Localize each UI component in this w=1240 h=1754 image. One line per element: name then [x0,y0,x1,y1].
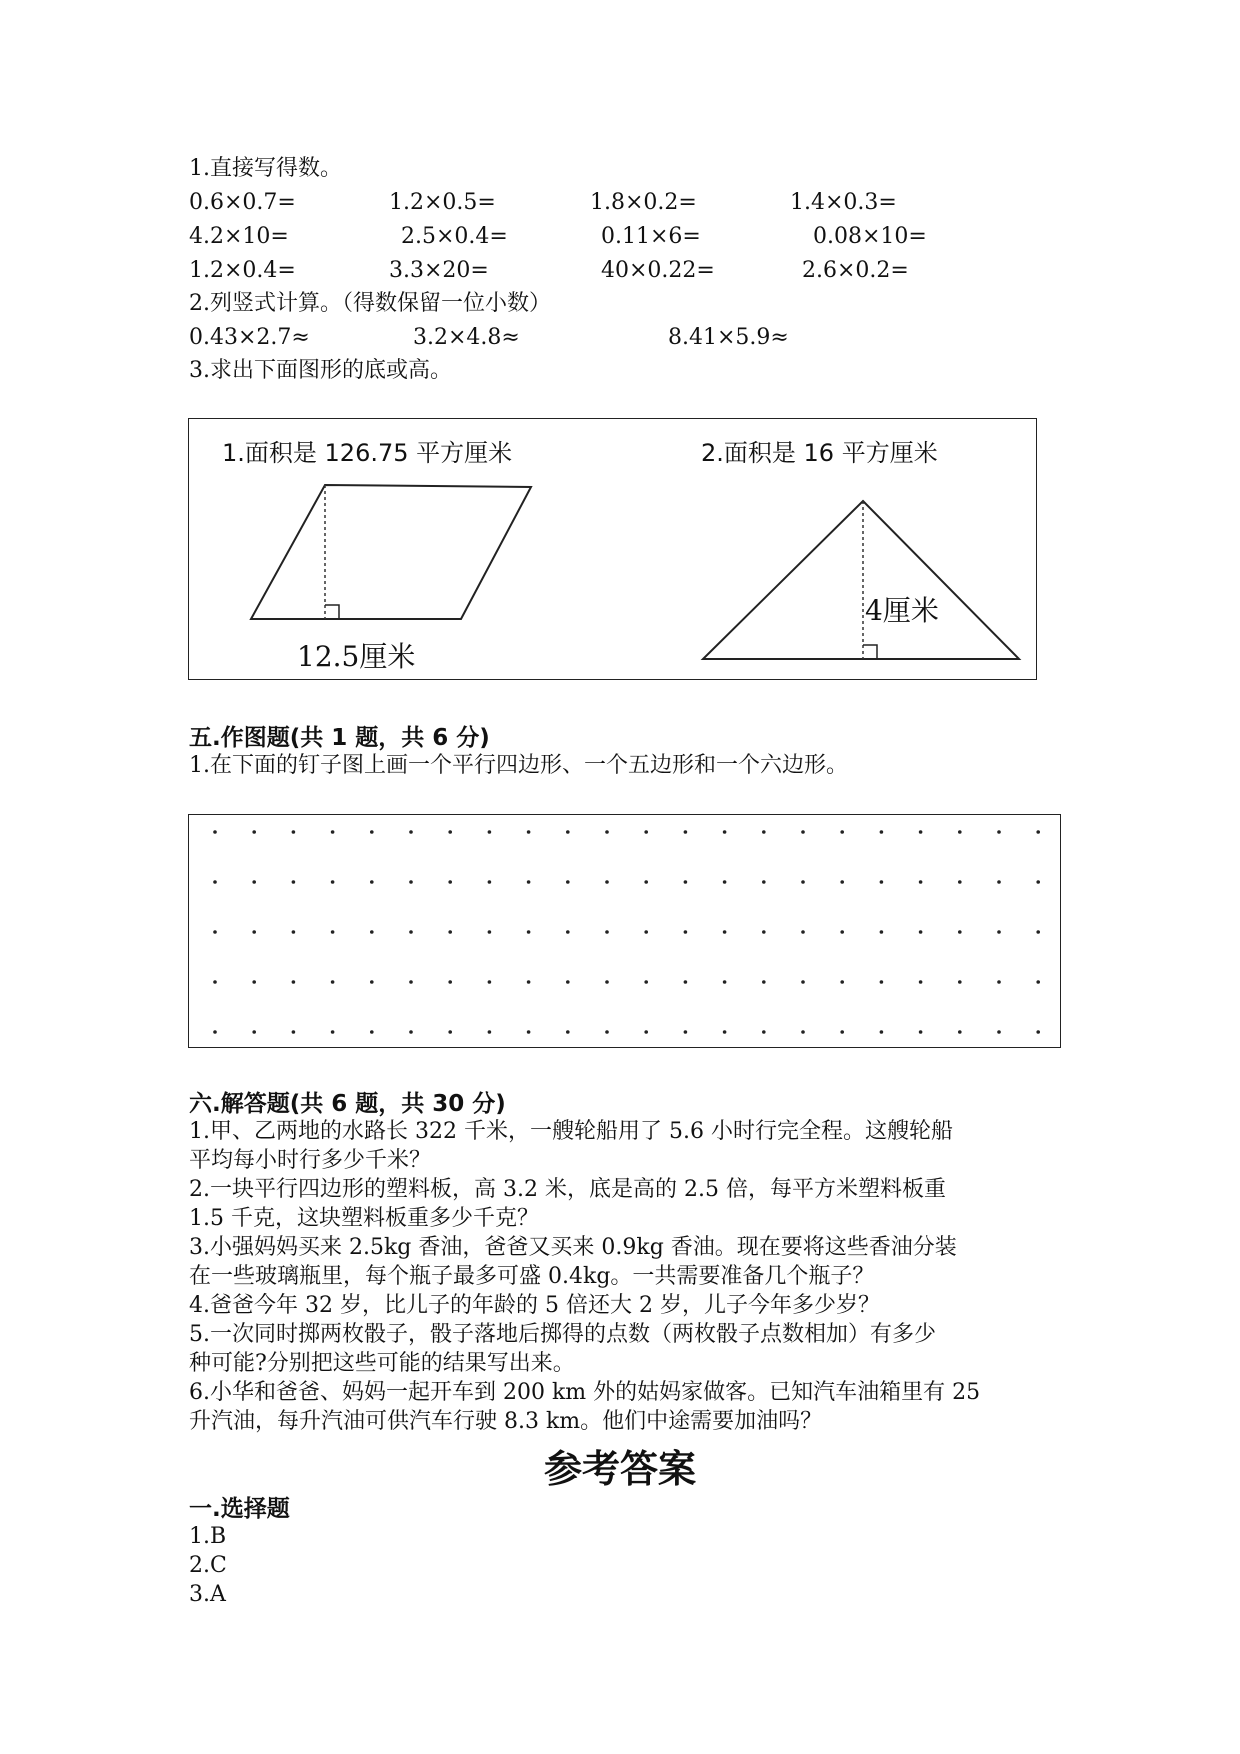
nail-dot [566,930,570,934]
nail-dot [1036,880,1040,884]
nail-dot [997,880,1001,884]
problem-line: 2.一块平行四边形的塑料板，高 3.2 米，底是高的 2.5 倍，每平方米塑料板重 [189,1177,946,1202]
nail-dot [840,880,844,884]
nail-dot [723,830,727,834]
nail-dot [292,980,296,984]
nail-dot [762,980,766,984]
nail-dot [723,880,727,884]
section6-heading: 六.解答题(共 6 题，共 30 分) [189,1091,506,1117]
nail-dot [958,930,962,934]
nail-dot [723,930,727,934]
nail-dot [997,980,1001,984]
q2-item: 0.43×2.7≈ [189,325,310,350]
q1-item: 1.2×0.4= [189,258,296,283]
nail-dot [762,830,766,834]
q2-item: 3.2×4.8≈ [413,325,520,350]
figure1-caption: 1.面积是 126.75 平方厘米 [222,439,513,467]
nail-dot [605,930,609,934]
nail-dot [370,980,374,984]
q2-item: 8.41×5.9≈ [668,325,789,350]
q1-item: 0.11×6= [601,224,701,249]
nail-dot [488,880,492,884]
nail-dot [919,980,923,984]
nail-dot [409,1030,413,1034]
problem-line: 6.小华和爸爸、妈妈一起开车到 200 km 外的姑妈家做客。已知汽车油箱里有 25 [189,1380,981,1405]
nail-dot [213,930,217,934]
nail-dot [1036,830,1040,834]
problem-line: 4.爸爸今年 32 岁，比儿子的年龄的 5 倍还大 2 岁，儿子今年多少岁？ [189,1293,880,1318]
problem-line: 1.甲、乙两地的水路长 322 千米，一艘轮船用了 5.6 小时行完全程。这艘轮船 [189,1119,953,1144]
answer-item: 1.B [189,1524,227,1549]
nail-dot [292,930,296,934]
nail-dot [331,830,335,834]
q1-item: 0.08×10= [813,224,927,249]
nail-dot [919,1030,923,1034]
q1-item: 3.3×20= [389,258,489,283]
nail-dot [409,980,413,984]
nail-dot [488,830,492,834]
nail-dot [370,880,374,884]
q1-item: 1.2×0.5= [389,190,496,215]
answer-item: 3.A [189,1582,226,1607]
problem-line: 平均每小时行多少千米？ [189,1148,432,1173]
nail-dot [762,1030,766,1034]
q2-title: 2.列竖式计算。（得数保留一位小数） [189,291,551,316]
nail-dot [958,880,962,884]
section5-q1: 1.在下面的钉子图上画一个平行四边形、一个五边形和一个六边形。 [189,753,848,778]
nail-dot [644,930,648,934]
nail-dot [801,1030,805,1034]
nail-dot [605,830,609,834]
nail-dot [252,880,256,884]
nail-dot [644,880,648,884]
problem-line: 1.5 千克，这块塑料板重多少千克？ [189,1206,539,1231]
nail-dot [213,1030,217,1034]
nail-dot [880,980,884,984]
nail-dot [448,930,452,934]
nail-dot [723,1030,727,1034]
nail-dot [488,980,492,984]
section5-heading: 五.作图题(共 1 题，共 6 分) [189,725,490,751]
nail-dot [252,830,256,834]
figure-box [188,418,1037,680]
figure2-height-label: 4厘米 [865,594,939,627]
q1-item: 40×0.22= [601,258,715,283]
nail-dot [801,880,805,884]
nail-dot [997,930,1001,934]
nail-dot [527,880,531,884]
nail-dot [448,1030,452,1034]
q1-item: 1.8×0.2= [590,190,697,215]
nail-dot [684,880,688,884]
nail-dot [566,1030,570,1034]
nail-dot [1036,980,1040,984]
answer-item: 2.C [189,1553,227,1578]
nail-dot [644,1030,648,1034]
nail-dot [840,1030,844,1034]
nail-dot [644,980,648,984]
nail-dot [801,930,805,934]
nail-dot [448,880,452,884]
nail-dot [997,1030,1001,1034]
nail-dot [958,1030,962,1034]
dot-grid [189,815,1062,1049]
nail-dot [997,830,1001,834]
nail-dot [840,830,844,834]
nail-dot [684,830,688,834]
nail-dot [292,830,296,834]
q1-item: 0.6×0.7= [189,190,296,215]
nail-dot [292,1030,296,1034]
nail-dot [723,980,727,984]
nail-dot [448,830,452,834]
nail-dot [566,880,570,884]
problem-line: 升汽油，每升汽油可供汽车行驶 8.3 km。他们中途需要加油吗？ [189,1409,823,1434]
dot-grid-box [188,814,1061,1048]
parallelogram-shape [251,485,531,619]
nail-dot [762,880,766,884]
nail-dot [252,930,256,934]
nail-dot [409,830,413,834]
nail-dot [409,930,413,934]
nail-dot [880,880,884,884]
triangle-shape [703,501,1019,659]
nail-dot [801,830,805,834]
nail-dot [605,1030,609,1034]
nail-dot [252,980,256,984]
nail-dot [958,830,962,834]
q1-item: 4.2×10= [189,224,289,249]
nail-dot [331,930,335,934]
problem-line: 5.一次同时掷两枚骰子，骰子落地后掷得的点数（两枚骰子点数相加）有多少 [189,1322,936,1347]
nail-dot [840,980,844,984]
nail-dot [527,930,531,934]
nail-dot [409,880,413,884]
q1-item: 1.4×0.3= [790,190,897,215]
nail-dot [684,980,688,984]
nail-dot [1036,930,1040,934]
nail-dot [213,880,217,884]
nail-dot [1036,1030,1040,1034]
nail-dot [605,880,609,884]
nail-dot [213,980,217,984]
nail-dot [488,930,492,934]
nail-dot [370,930,374,934]
nail-dot [527,830,531,834]
nail-dot [644,830,648,834]
nail-dot [919,880,923,884]
nail-dot [527,1030,531,1034]
nail-dot [331,880,335,884]
nail-dot [370,1030,374,1034]
nail-dot [880,1030,884,1034]
problem-line: 种可能?分别把这些可能的结果写出来。 [189,1351,575,1376]
right-angle-mark [325,605,339,619]
problem-line: 在一些玻璃瓶里，每个瓶子最多可盛 0.4kg。一共需要准备几个瓶子？ [189,1264,875,1289]
nail-dot [252,1030,256,1034]
nail-dot [880,830,884,834]
nail-dot [605,980,609,984]
q1-item: 2.5×0.4= [401,224,508,249]
nail-dot [566,980,570,984]
nail-dot [958,980,962,984]
nail-dot [566,830,570,834]
nail-dot [292,880,296,884]
nail-dot [370,830,374,834]
answers-section1-heading: 一.选择题 [189,1496,290,1522]
right-angle-mark [863,645,877,659]
nail-dot [801,980,805,984]
nail-dot [840,930,844,934]
nail-dot [488,1030,492,1034]
nail-dot [919,930,923,934]
nail-dot [331,1030,335,1034]
nail-dot [213,830,217,834]
nail-dot [684,930,688,934]
nail-dot [880,930,884,934]
problem-line: 3.小强妈妈买来 2.5kg 香油，爸爸又买来 0.9kg 香油。现在要将这些香油分装 [189,1235,957,1260]
q1-title: 1.直接写得数。 [189,156,342,181]
nail-dot [684,1030,688,1034]
answers-title: 参考答案 [543,1446,696,1491]
nail-dot [762,930,766,934]
q3-title: 3.求出下面图形的底或高。 [189,358,452,383]
q1-item: 2.6×0.2= [802,258,909,283]
nail-dot [448,980,452,984]
figure2-caption: 2.面积是 16 平方厘米 [701,439,938,467]
nail-dot [919,830,923,834]
figure1-base-label: 12.5厘米 [297,640,416,673]
nail-dot [527,980,531,984]
nail-dot [331,980,335,984]
